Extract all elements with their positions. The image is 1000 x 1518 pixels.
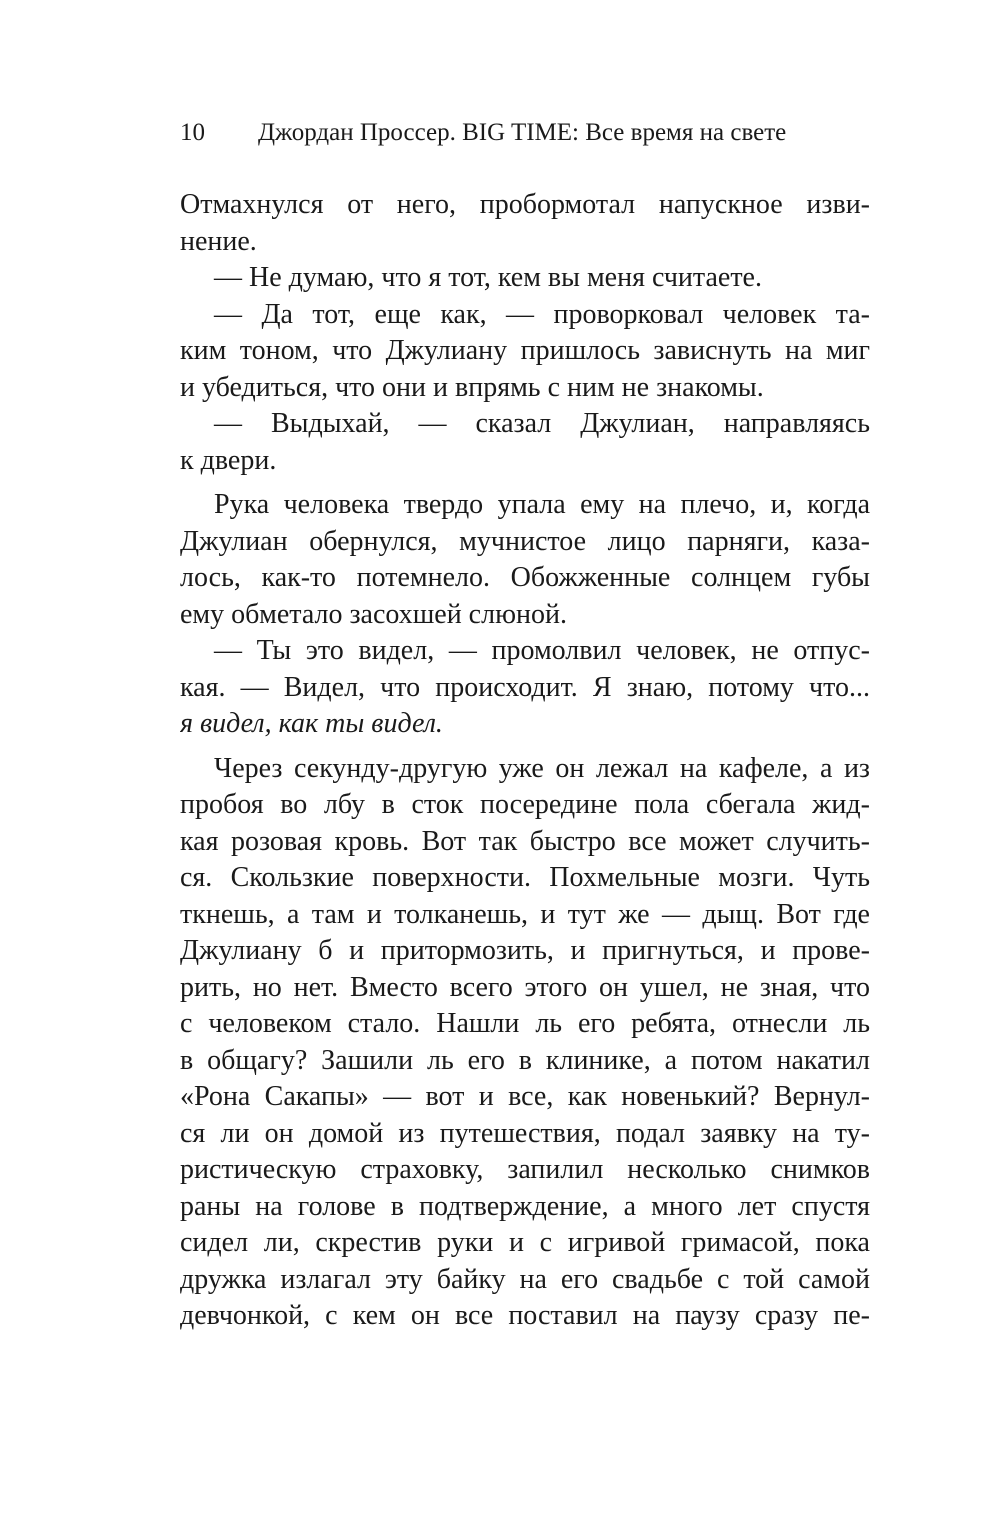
text-line: ким тоном, что Джулиану пришлось зависнуть на миг [180, 335, 870, 366]
text-line: ристическую страховку, запилил несколько снимков [180, 1154, 870, 1185]
text-line: Джулиану б и притормозить, и пригнуться, и прове- [180, 935, 870, 966]
running-head [180, 113, 870, 153]
page-number: 10 [180, 119, 205, 146]
text-line: нение. [180, 225, 257, 257]
text-line: в общагу? Зашили ль его в клинике, а потом накатил [180, 1044, 870, 1076]
text-line: Рука человека твердо упала ему на плечо, и, когда [214, 489, 870, 520]
text-line: Отмахнулся от него, пробормотал напускное изви- [180, 189, 870, 220]
text-line: — Выдыхай, — сказал Джулиан, направляясь [214, 408, 870, 439]
text-line: «Рона Сакапы» — вот и все, как новенький? Вернул- [180, 1081, 870, 1112]
text-line: кая розовая кровь. Вот так быстро все может случить- [180, 825, 870, 857]
text-line: с человеком стало. Нашли ль его ребята, отнесли ль [180, 1008, 870, 1039]
text-line: к двери. [180, 444, 277, 476]
text-line: и убедиться, что они и впрямь с ним не знакомы. [180, 371, 764, 403]
text-line: — Да тот, еще как, — проворковал человек та- [214, 298, 870, 330]
text-line: кая. — Видел, что происходит. Я знаю, потому что... [180, 671, 870, 703]
text-line: девчонкой, с кем он все поставил на паузу сразу пе- [180, 1300, 870, 1331]
text-line: рить, но нет. Вместо всего этого он ушел, не зная, что [180, 971, 870, 1003]
text-line: лось, как-то потемнело. Обожженные солнцем губы [180, 562, 870, 593]
text-line: ему обметало засохшей слюной. [180, 598, 567, 630]
text-line: пробоя во лбу в сток посередине пола сбегала жид- [180, 789, 870, 820]
text-line: сидел ли, скрестив руки и с игривой гримасой, пока [180, 1227, 870, 1258]
text-line: — Не думаю, что я тот, кем вы меня считаете. [214, 262, 762, 293]
text-line: ткнешь, а там и толканешь, и тут же — дыщ. Вот где [180, 898, 870, 930]
text-line: раны на голове в подтверждение, а много лет спустя [180, 1190, 870, 1222]
running-title: Джордан Проссер. BIG TIME: Все время на свете [258, 119, 787, 146]
text-line: дружка излагал эту байку на его свадьбе с той самой [180, 1263, 870, 1295]
text-line: Джулиан обернулся, мучнистое лицо парняги, каза- [180, 525, 870, 557]
body-text [180, 187, 870, 1335]
text-line: Через секунду-другую уже он лежал на кафеле, а из [214, 752, 870, 784]
text-line: ся. Скользкие поверхности. Похмельные мозги. Чуть [180, 862, 870, 893]
italic-line: я видел, как ты видел. [180, 708, 443, 739]
text-line: — Ты это видел, — промолвил человек, не отпус- [214, 635, 870, 666]
text-line: ся ли он домой из путешествия, подал заявку на ту- [180, 1117, 870, 1149]
